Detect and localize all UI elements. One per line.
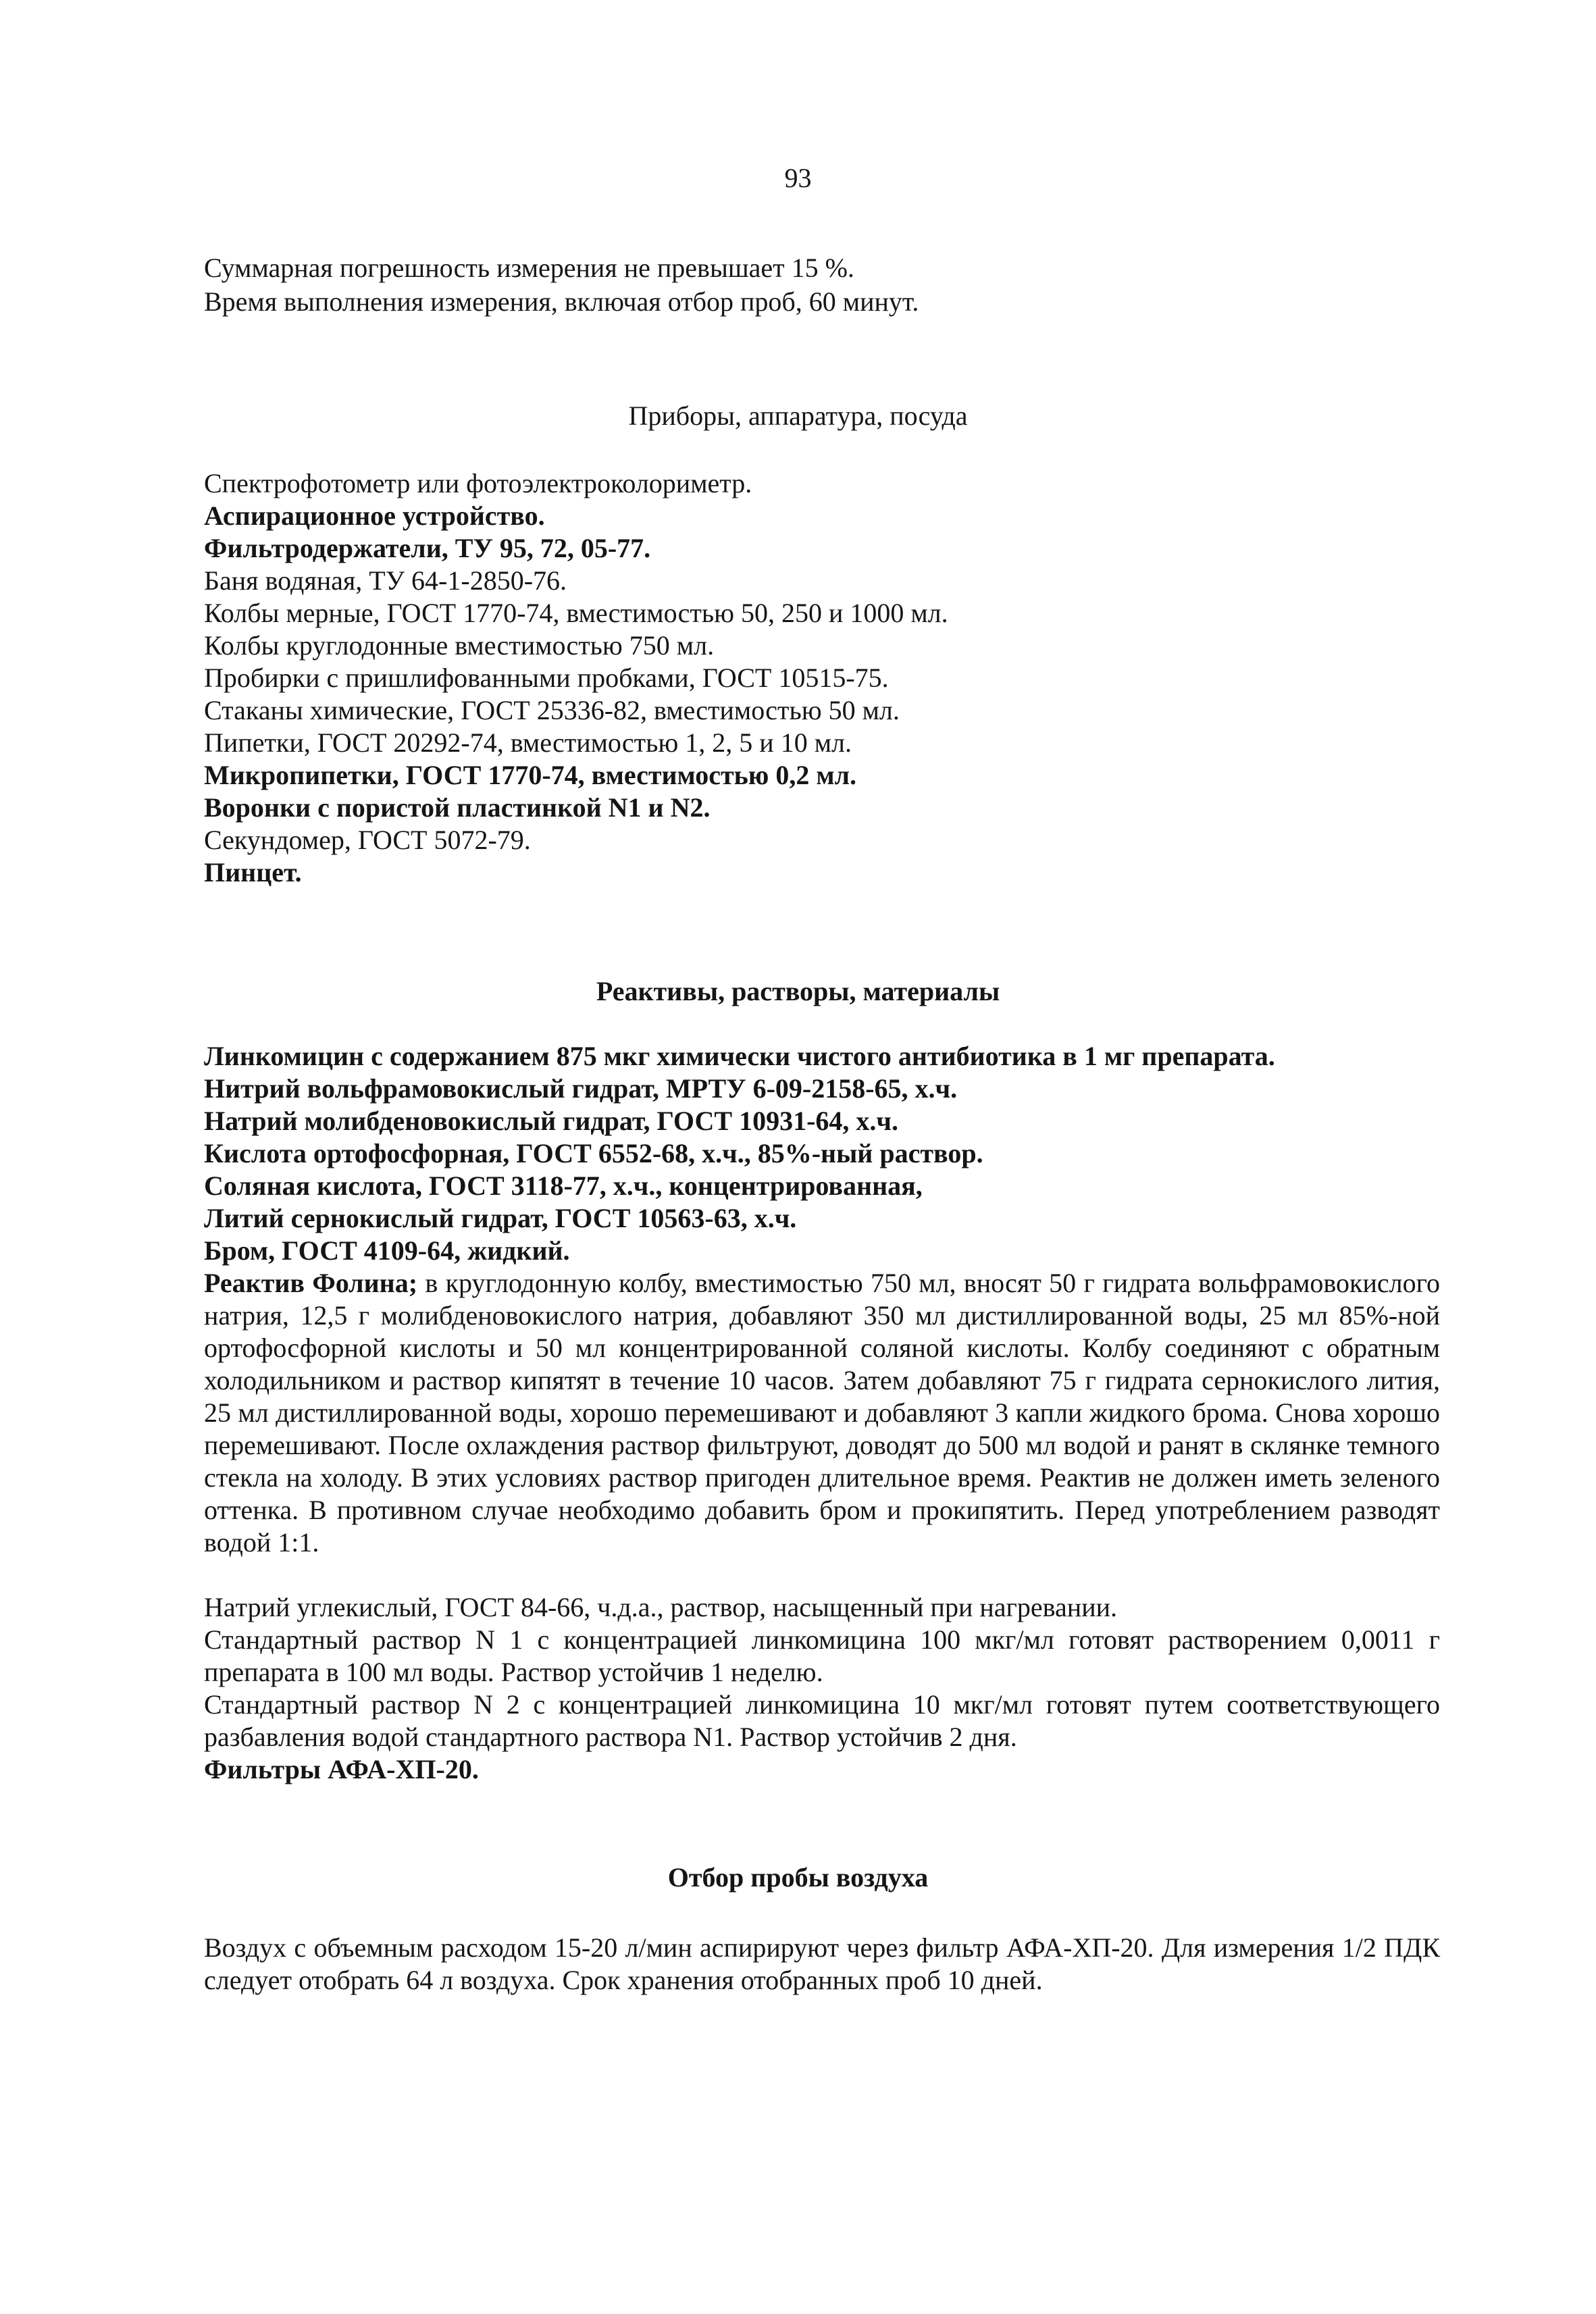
folin-text xyxy=(204,1267,1440,1559)
device-item: Пинцет. xyxy=(204,857,302,888)
device-item: Аспирационное устройство. xyxy=(204,500,545,531)
reagent-item: Натрий молибденовокислый гидрат, ГОСТ 10931-64, х.ч. xyxy=(204,1106,898,1136)
reagent-item: Соляная кислота, ГОСТ 3118-77, х.ч., концентрированная, xyxy=(204,1171,923,1201)
device-item: Колбы круглодонные вместимостью 750 мл. xyxy=(204,630,715,661)
reagents-list xyxy=(204,1040,1447,1267)
device-item: Баня водяная, ТУ 64-1-2850-76. xyxy=(204,565,567,596)
intro-line: Суммарная погрешность измерения не превышает 15 %. xyxy=(204,253,854,283)
device-item: Стаканы химические, ГОСТ 25336-82, вместимостью 50 мл. xyxy=(204,695,900,725)
device-item: Фильтродержатели, ТУ 95, 72, 05-77. xyxy=(204,533,651,563)
device-item: Пипетки, ГОСТ 20292-74, вместимостью 1, 2, 5 и 10 мл. xyxy=(204,727,852,758)
sampling-text: Воздух с объемным расходом 15-20 л/мин аспирируют через фильтр АФА-ХП-20. Для измерения 1/2 ПДК следует отобрать 64 л воздуха. Срок хранения отобранных проб 10 дней. xyxy=(204,1932,1440,1995)
sampling-block xyxy=(204,1932,1440,1997)
device-item: Воронки с пористой пластинкой N1 и N2. xyxy=(204,792,711,823)
reagent-paragraph: Нaтрий углекислый, ГОСТ 84-66, ч.д.а., раствор, насыщенный при нагревании. xyxy=(204,1592,1118,1622)
intro-block xyxy=(204,251,1447,319)
reagent-item: Бром, ГОСТ 4109-64, жидкий. xyxy=(204,1235,570,1266)
reagent-item: Нитрий вольфрамовокислый гидрат, МРТУ 6-09-2158-65, х.ч. xyxy=(204,1073,958,1104)
reagents-heading: Реактивы, растворы, материалы xyxy=(596,976,1000,1006)
folin-body: в круглодонную колбу, вместимостью 750 мл, вносят 50 г гидрата вольфрамовокислого натрия, 12,5 г молибденовокислого натрия, добавляют 350 мл дистиллированной воды, 25 мл 85%-ной ортофосфорной кислоты и 50 мл концентрированной соляной кислоты. Колбу соединяют с обратным холодильником и раствор кипятят в течение 10 часов. Затем добавляют 75 г гидрата сернокислого лития, 25 мл дистиллированной воды, хорошо перемешивают и добавляют 3 капли жидкого брома. Снова хорошо перемешивают. После охлаждения раствор фильтруют, доводят до 500 мл водой и ранят в склянке темного стекла на холоду. В этих условиях раствор пригоден длительное время. Реактив не должен иметь зеленого оттенка. В противном случае необходимо добавить бром и прокипятить. Перед употреблением разводят водой 1:1. xyxy=(204,1268,1440,1558)
folin-lead: Реактив Фолина; xyxy=(204,1268,418,1298)
reagent-item: Кислота ортофосфорная, ГОСТ 6552-68, х.ч., 85%-ный раствор. xyxy=(204,1138,983,1168)
reagent-item: Линкомицин с содержанием 875 мкг химически чистого антибиотика в 1 мг препарата. xyxy=(204,1041,1275,1071)
filters-line: Фильтры АФА-ХП-20. xyxy=(204,1754,479,1784)
device-item: Секундомер, ГОСТ 5072-79. xyxy=(204,825,531,855)
reagent-item: Литий сернокислый гидрат, ГОСТ 10563-63, х.ч. xyxy=(204,1203,797,1233)
device-item: Пробирки с пришлифованными пробками, ГОСТ 10515-75. xyxy=(204,663,889,693)
device-item: Спектрофотометр или фотоэлектроколориметр. xyxy=(204,468,752,498)
sampling-heading: Отбор пробы воздуха xyxy=(667,1862,929,1893)
devices-list xyxy=(204,467,1447,889)
page-number: 93 xyxy=(784,163,812,193)
folin-reagent-paragraph xyxy=(204,1267,1440,1559)
devices-heading: Приборы, аппаратура, посуда xyxy=(628,401,968,431)
reagent-paragraph: Стандартный раствор N 1 с концентрацией линкомицина 100 мкг/мл готовят растворением 0,0011 г препарата в 100 мл воды. Раствор устойчив 1 неделю. xyxy=(204,1624,1440,1687)
intro-line: Время выполнения измерения, включая отбор проб, 60 минут. xyxy=(204,286,919,317)
device-item: Колбы мерные, ГОСТ 1770-74, вместимостью 50, 250 и 1000 мл. xyxy=(204,598,948,628)
standard-solutions-block xyxy=(204,1591,1440,1786)
device-item: Микропипетки, ГОСТ 1770-74, вместимостью 0,2 мл. xyxy=(204,760,857,790)
reagent-paragraph: Стандартный раствор N 2 с концентрацией линкомицина 10 мкг/мл готовят путем соответствующего разбавления водой стандартного раствора N1. Раствор устойчив 2 дня. xyxy=(204,1689,1440,1752)
